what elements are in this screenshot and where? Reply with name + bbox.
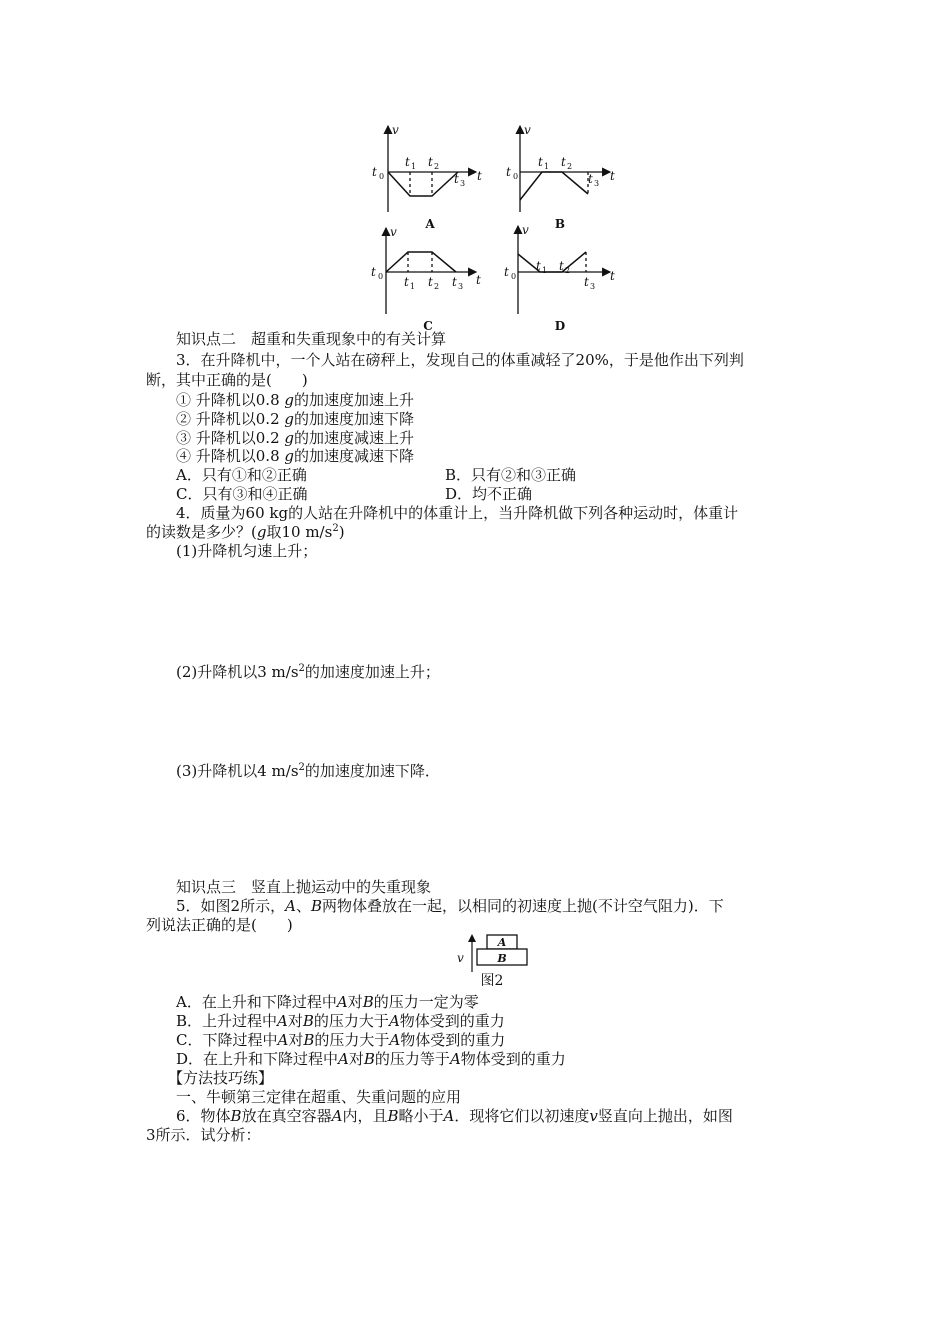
graph-a-t2: t [428, 155, 433, 169]
graph-b-t1-sub: 1 [544, 162, 550, 171]
vt-graphs [0, 0, 950, 340]
figure-2-v-label: v [457, 951, 464, 965]
graph-c-t2-sub: 2 [434, 282, 440, 291]
graph-a-v-label: v [392, 123, 399, 137]
graph-a-t3-sub: 3 [460, 179, 466, 188]
graph-c-caption: C [423, 319, 433, 333]
graph-c-t0: t [371, 265, 376, 279]
q5-option-b: B．上升过程中A对B的压力大于A物体受到的重力 [176, 1012, 505, 1030]
graph-d-t3-sub: 3 [590, 282, 596, 291]
graph-c-v-label: v [390, 225, 397, 239]
q3-stem-line2: 断，其中正确的是( ) [146, 371, 308, 389]
graph-c-t3: t [452, 275, 457, 289]
graph-b-v-label: v [524, 123, 531, 137]
graph-d-t0: t [504, 265, 509, 279]
q3-option-b: B．只有②和③正确 [445, 466, 577, 484]
graph-a-t2-sub: 2 [434, 162, 440, 171]
methods-heading: 【方法技巧练】 [168, 1069, 274, 1087]
graph-d-t-label: t [610, 269, 615, 283]
q3-option-a: A．只有①和②正确 [176, 466, 307, 484]
graph-d [518, 226, 610, 314]
graph-a-t0: t [372, 165, 377, 179]
q6-stem-line1: 6．物体B放在真空容器A内，且B略小于A．现将它们以初速度v竖直向上抛出，如图 [176, 1107, 733, 1125]
q3-item-2: ② 升降机以0.2 g的加速度加速下降 [176, 410, 415, 428]
graph-b-t3: t [588, 172, 593, 186]
graph-b-t2: t [561, 155, 566, 169]
q4-stem-line1: 4．质量为60 kg的人站在升降机中的体重计上，当升降机做下列各种运动时，体重计 [176, 504, 739, 522]
q4-part-1: (1)升降机匀速上升； [176, 542, 318, 560]
section3-heading: 知识点三 竖直上抛运动中的失重现象 [176, 878, 432, 896]
graph-d-v-label: v [522, 223, 529, 237]
graph-a-t0-sub: 0 [379, 172, 385, 181]
q4-part-2: (2)升降机以3 $m/s^2$的加速度加速上升； [176, 663, 440, 681]
q5-option-d: D．在上升和下降过程中A对B的压力等于A物体受到的重力 [176, 1050, 566, 1068]
q5-option-a: A．在上升和下降过程中A对B的压力一定为零 [176, 993, 479, 1011]
q3-item-3: ③ 升降机以0.2 g的加速度减速上升 [176, 429, 415, 447]
graph-a-caption: A [425, 217, 435, 231]
methods-subheading: 一、牛顿第三定律在超重、失重问题的应用 [176, 1088, 462, 1106]
q4-part-3: (3)升降机以4 $m/s^2$的加速度加速下降． [176, 762, 440, 780]
graph-c-t1-sub: 1 [410, 282, 416, 291]
q3-item-1: ① 升降机以0.8 g的加速度加速上升 [176, 391, 415, 409]
graph-b-t0: t [506, 165, 511, 179]
q3-item-4: ④ 升降机以0.8 g的加速度减速下降 [176, 447, 415, 465]
graph-b-t0-sub: 0 [513, 172, 519, 181]
graph-d-t3: t [584, 275, 589, 289]
q3-stem-line1: 3．在升降机中，一个人站在磅秤上，发现自己的体重减轻了20%，于是他作出下列判 [176, 351, 744, 369]
q5-stem-line2: 列说法正确的是( ) [146, 916, 293, 934]
graph-c-t0-sub: 0 [378, 272, 384, 281]
graph-b [520, 126, 610, 212]
graph-c-t2: t [428, 275, 433, 289]
q6-stem-line2: 3所示．试分析： [146, 1126, 261, 1144]
graph-d-caption: D [554, 319, 566, 333]
figure-2-caption: 图2 [480, 973, 504, 989]
graph-c-t-label: t [476, 273, 481, 287]
q3-option-d: D．均不正确 [445, 485, 533, 503]
graph-a-t1-sub: 1 [411, 162, 417, 171]
q5-stem-line1: 5．如图2所示，A、B两物体叠放在一起，以相同的初速度上抛(不计空气阻力)．下 [176, 897, 724, 915]
graph-a-t1: t [405, 155, 410, 169]
graph-b-t3-sub: 3 [594, 179, 600, 188]
graph-d-t0-sub: 0 [511, 272, 517, 281]
q4-stem-line2: 的读数是多少？(g取10 $m/s^2$) [146, 523, 345, 541]
graph-b-t-label: t [610, 169, 615, 183]
graph-b-caption: B [554, 217, 566, 231]
graph-a-t-label: t [477, 169, 482, 183]
block-a-label: A [497, 936, 507, 949]
graph-a-t3: t [454, 172, 459, 186]
block-b-label: B [497, 952, 507, 965]
graph-c-t3-sub: 3 [458, 282, 464, 291]
figure-2 [455, 932, 535, 990]
q5-option-c: C．下降过程中A对B的压力大于A物体受到的重力 [176, 1031, 506, 1049]
graph-d-t2-sub: 2 [565, 266, 571, 275]
graph-b-t2-sub: 2 [567, 162, 573, 171]
graph-d-t1-sub: 1 [542, 266, 548, 275]
graph-c [386, 228, 476, 314]
graph-b-t1: t [538, 155, 543, 169]
q3-option-c: C．只有③和④正确 [176, 485, 308, 503]
graph-d-t1: t [536, 259, 541, 273]
graph-c-t1: t [404, 275, 409, 289]
graph-a [388, 126, 476, 212]
graph-d-t2: t [559, 259, 564, 273]
section2-heading: 知识点二 超重和失重现象中的有关计算 [176, 330, 447, 348]
